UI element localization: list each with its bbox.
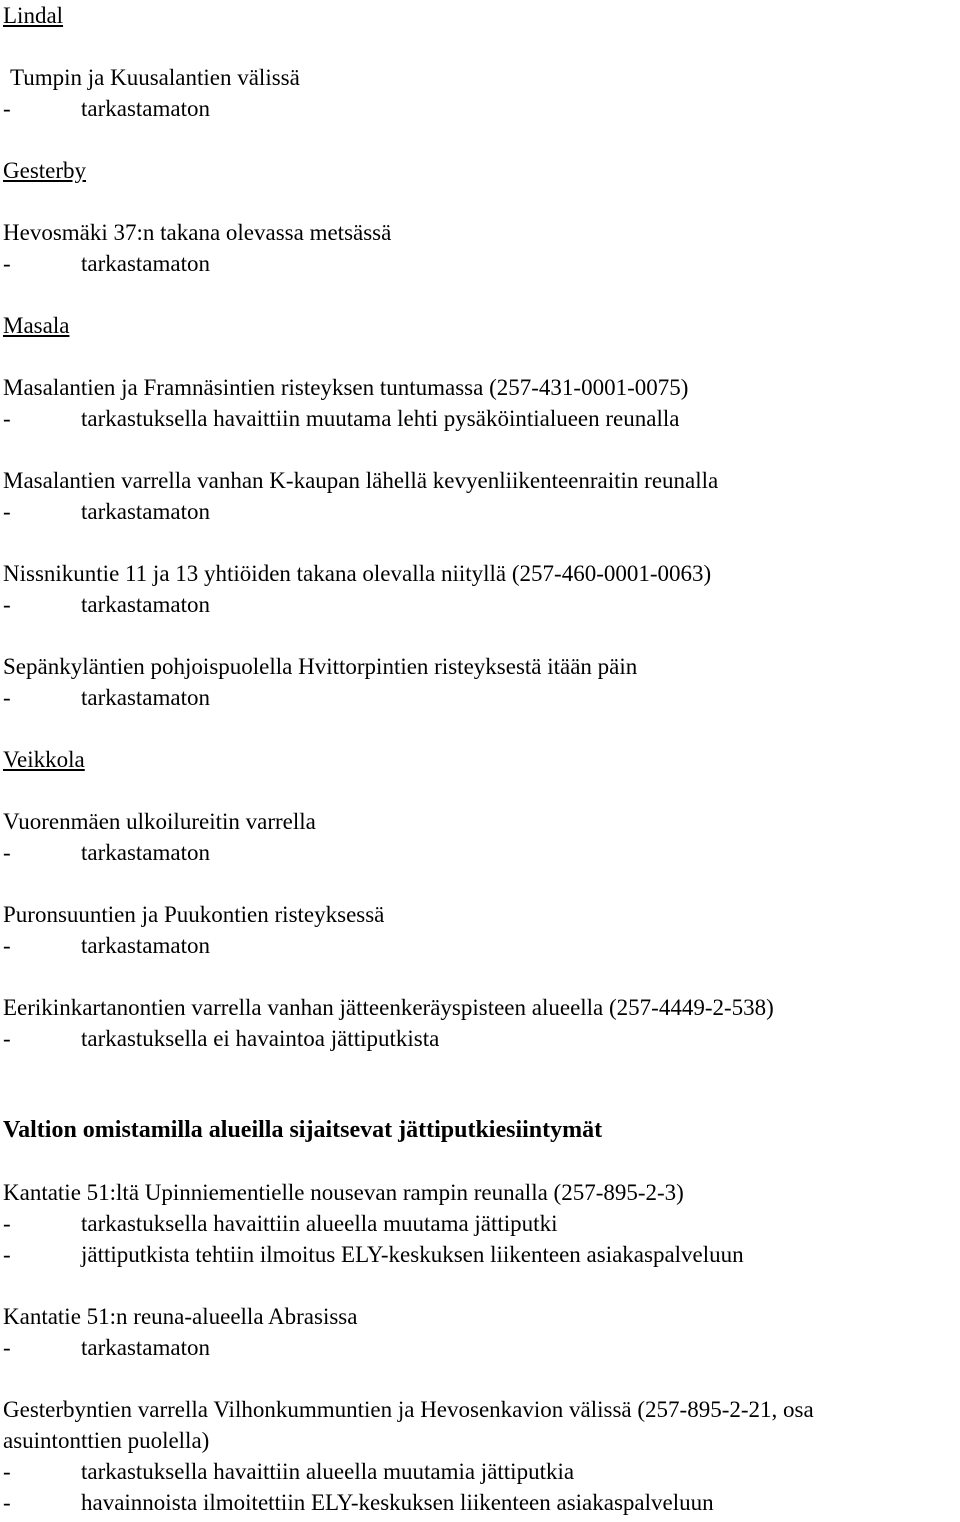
note-text: tarkastamaton (81, 251, 211, 276)
location-title: Puronsuuntien ja Puukontien risteyksessä (3, 902, 385, 927)
note-line (3, 837, 958, 868)
location-title: Sepänkyläntien pohjoispuolella Hvittorpintien risteyksestä itään päin (3, 654, 638, 679)
note-line (3, 1239, 958, 1270)
note-line (3, 1208, 958, 1239)
location-title: Gesterbyntien varrella Vilhonkummuntien ja Hevosenkavion välissä (257-895-2-21, osa (3, 1397, 814, 1422)
location-title: Masalantien varrella vanhan K-kaupan lähellä kevyenliikenteenraitin reunalla (3, 468, 719, 493)
note-line (3, 1487, 958, 1518)
note-text: havainnoista ilmoitettiin ELY-keskuksen liikenteen asiakaspalveluun (81, 1490, 714, 1515)
bullet-dash: - (3, 685, 11, 710)
bullet-dash: - (3, 1242, 11, 1267)
bullet-dash: - (3, 1490, 11, 1515)
location-title: Nissnikuntie 11 ja 13 yhtiöiden takana olevalla niityllä (257-460-0001-0063) (3, 561, 712, 586)
location-title: Kantatie 51:ltä Upinniementielle nousevan rampin reunalla (257-895-2-3) (3, 1180, 684, 1205)
note-line (3, 930, 958, 961)
bullet-dash: - (3, 96, 11, 121)
location-title: Vuorenmäen ulkoilureitin varrella (3, 809, 316, 834)
note-line (3, 248, 958, 279)
note-text: tarkastamaton (81, 933, 211, 958)
note-text: tarkastamaton (81, 96, 211, 121)
location-title: Eerikinkartanontien varrella vanhan jätteenkeräyspisteen alueella (257-4449-2-538) (3, 995, 774, 1020)
note-line (3, 1456, 958, 1487)
note-text: tarkastamaton (81, 499, 211, 524)
location-title: Tumpin ja Kuusalantien välissä (10, 65, 300, 90)
note-line (3, 589, 958, 620)
note-text: tarkastamaton (81, 592, 211, 617)
bullet-dash: - (3, 1211, 11, 1236)
note-text: tarkastuksella havaittiin muutama lehti pysäköintialueen reunalla (81, 406, 680, 431)
area-heading-gesterby: Gesterby (3, 158, 87, 183)
bullet-dash: - (3, 1026, 11, 1051)
note-line (3, 1332, 958, 1363)
bullet-dash: - (3, 1459, 11, 1484)
note-line (3, 1023, 958, 1054)
bullet-dash: - (3, 933, 11, 958)
bullet-dash: - (3, 251, 11, 276)
bullet-dash: - (3, 840, 11, 865)
location-title: Masalantien ja Framnäsintien risteyksen tuntumassa (257-431-0001-0075) (3, 375, 689, 400)
note-line (3, 93, 958, 124)
location-title-continuation: asuintonttien puolella) (3, 1428, 210, 1453)
note-text: tarkastamaton (81, 1335, 211, 1360)
note-text: tarkastamaton (81, 840, 211, 865)
note-text: jättiputkista tehtiin ilmoitus ELY-keskuksen liikenteen asiakaspalveluun (81, 1242, 744, 1267)
document-page (3, 0, 958, 1518)
note-text: tarkastuksella havaittiin alueella muutama jättiputki (81, 1211, 558, 1236)
note-line (3, 496, 958, 527)
bullet-dash: - (3, 592, 11, 617)
area-heading-masala: Masala (3, 313, 70, 338)
note-text: tarkastamaton (81, 685, 211, 710)
note-line (3, 403, 958, 434)
bullet-dash: - (3, 406, 11, 431)
area-heading-veikkola: Veikkola (3, 747, 85, 772)
note-text: tarkastuksella ei havaintoa jättiputkista (81, 1026, 440, 1051)
note-text: tarkastuksella havaittiin alueella muutamia jättiputkia (81, 1459, 575, 1484)
note-line (3, 682, 958, 713)
location-title: Hevosmäki 37:n takana olevassa metsässä (3, 220, 392, 245)
area-heading-lindal: Lindal (3, 3, 64, 28)
bullet-dash: - (3, 1335, 11, 1360)
bullet-dash: - (3, 499, 11, 524)
location-title: Kantatie 51:n reuna-alueella Abrasissa (3, 1304, 358, 1329)
section-heading-state-owned: Valtion omistamilla alueilla sijaitsevat jättiputkiesiintymät (3, 1117, 603, 1143)
